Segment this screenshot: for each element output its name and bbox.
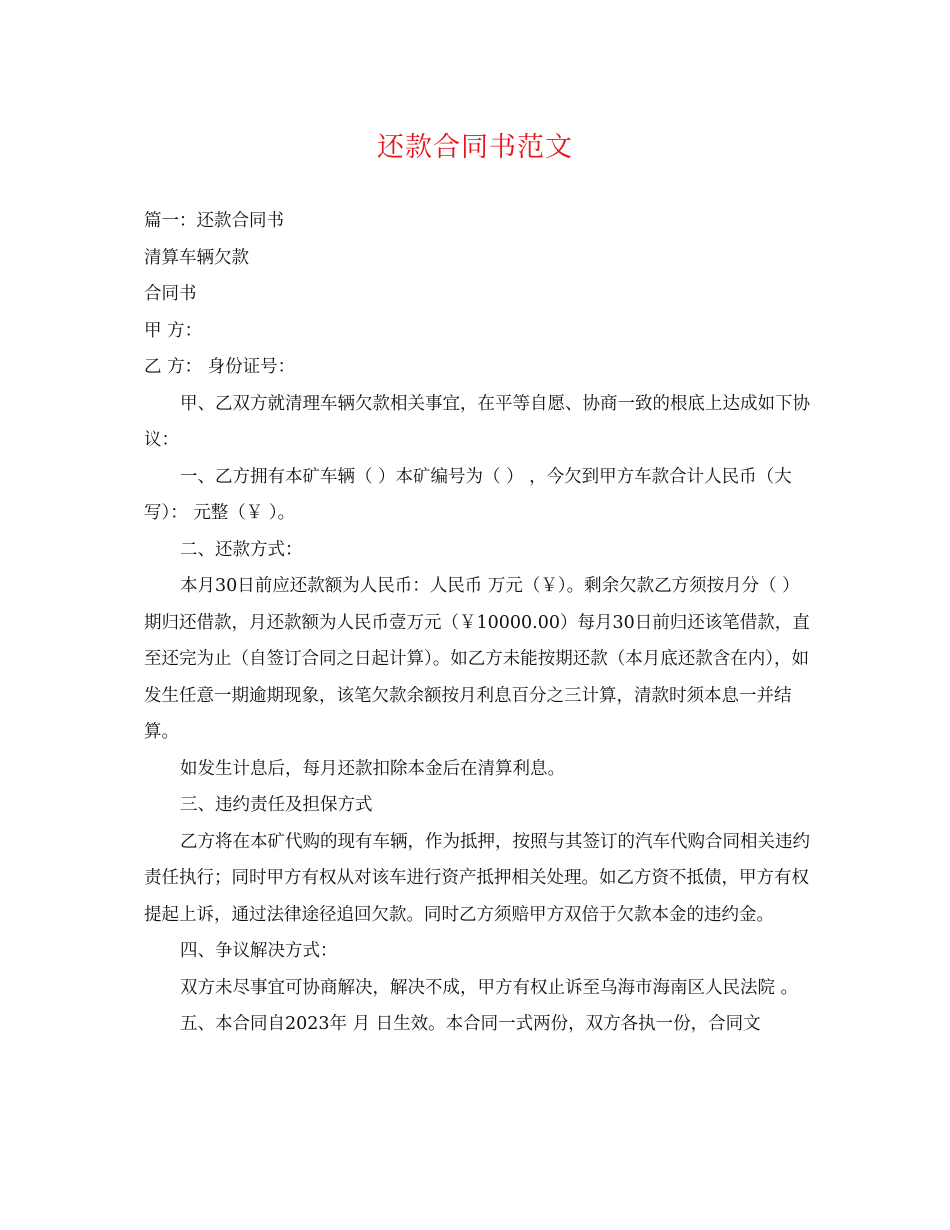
clause-heading: 四、争议解决方式：	[180, 941, 338, 961]
paragraph: 乙方将在本矿代购的现有车辆，作为抵押，按照与其签订的汽车代购合同相关违约责任执行；同时甲方有权从对该车进行资产抵押相关处理。如乙方资不抵债，甲方有权提起上诉，通过法律途径追回欠款。同时乙方须赔甲方双倍于欠款本金的违约金。	[144, 831, 810, 925]
paragraph: 甲、乙双方就清理车辆欠款相关事宜，在平等自愿、协商一致的根底上达成如下协议：	[144, 393, 810, 450]
section-heading: 篇一：还款合同书	[144, 211, 284, 231]
paragraph: 本月30日前应还款额为人民币：人民币 万元（￥）。剩余欠款乙方须按月分（ ）期归还借款，月还款额为人民币壹万元（￥10000.00）每月30日前归还该笔借款，直至还完为止（自签订合同之日起计算）。如乙方未能按期还款（本月底还款含在内），如发生任意一期逾期现象，该笔欠款余额按月利息百分之三计算，清款时须本息一并结算。	[144, 576, 810, 742]
clause-heading: 三、违约责任及担保方式	[180, 795, 373, 815]
paragraph: 如发生计息后，每月还款扣除本金后在清算利息。	[180, 758, 565, 779]
clause-heading: 二、还款方式：	[180, 539, 303, 560]
document-body	[144, 203, 812, 1043]
party-a-line: 甲 方：	[144, 320, 203, 341]
paragraph: 一、乙方拥有本矿车辆（ ）本矿编号为（ ） ，今欠到甲方车款合计人民币（大写）： 元整（￥ ）。	[144, 466, 792, 523]
paragraph: 双方未尽事宜可协商解决，解决不成，甲方有权止诉至乌海市海南区人民法院 。	[180, 977, 799, 998]
party-b-line: 乙 方： 身份证号：	[144, 357, 296, 377]
document-title: 还款合同书范文	[377, 132, 573, 163]
subtitle-line: 合同书	[144, 284, 197, 304]
paragraph: 五、本合同自2023年 月 日生效。本合同一式两份，双方各执一份，合同文	[180, 1014, 761, 1034]
subtitle-line: 清算车辆欠款	[144, 247, 249, 268]
